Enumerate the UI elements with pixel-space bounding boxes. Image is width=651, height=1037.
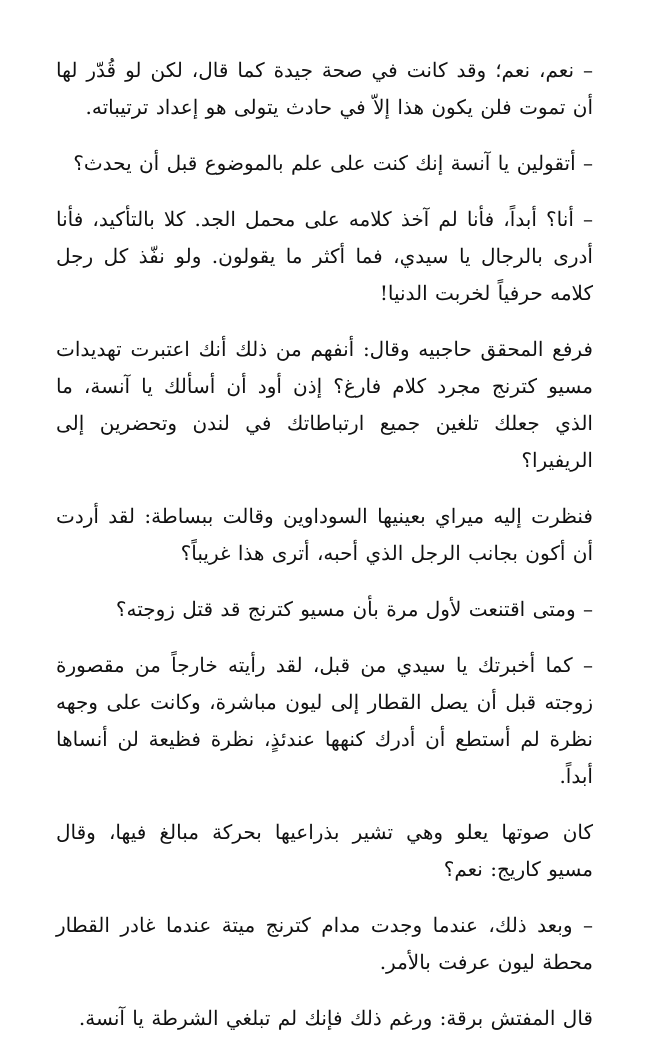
book-page [56, 52, 593, 1037]
paragraph-1: – نعم، نعم؛ وقد كانت في صحة جيدة كما قال، لكن لو قُدّر لها أن تموت فلن يكون هذا إلاّ في حادث يتولى هو إعداد ترتيباته. [56, 58, 593, 119]
paragraph-10: قال المفتش برقة: ورغم ذلك فإنك لم تبلغي الشرطة يا آنسة. [78, 1006, 593, 1030]
paragraph-8: كان صوتها يعلو وهي تشير بذراعيها بحركة مبالغ فيها، وقال مسيو كاريج: نعم؟ [56, 820, 593, 881]
paragraph-3: – أنا؟ أبداً، فأنا لم آخذ كلامه على محمل الجد. كلا بالتأكيد، فأنا أدرى بالرجال يا سيدي، فما أكثر ما يقولون. ولو نفّذ كل رجل كلامه حرفياً لخربت الدنيا! [56, 207, 593, 305]
paragraph-2: – أتقولين يا آنسة إنك كنت على علم بالموضوع قبل أن يحدث؟ [73, 151, 593, 175]
paragraph-7: – كما أخبرتك يا سيدي من قبل، لقد رأيته خارجاً من مقصورة زوجته قبل أن يصل القطار إلى ليون مباشرة، وكانت على وجهه نظرة لم أستطع أن أدرك كنهها عندئذٍ، نظرة فظيعة لن أنساها أبداً. [56, 653, 593, 788]
paragraph-5: فنظرت إليه ميراي بعينيها السوداوين وقالت ببساطة: لقد أردت أن أكون بجانب الرجل الذي أحبه، أترى هذا غريباً؟ [56, 504, 593, 565]
paragraph-6: – ومتى اقتنعت لأول مرة بأن مسيو كترنج قد قتل زوجته؟ [115, 597, 593, 621]
paragraph-9: – وبعد ذلك، عندما وجدت مدام كترنج ميتة عندما غادر القطار محطة ليون عرفت بالأمر. [56, 913, 593, 974]
paragraph-4: فرفع المحقق حاجبيه وقال: أنفهم من ذلك أنك اعتبرت تهديدات مسيو كترنج مجرد كلام فارغ؟ إذن أود أن أسألك يا آنسة، ما الذي جعلك تلغين جميع ارتباطاتك في لندن وتحضرين إلى الريفيرا؟ [56, 337, 593, 472]
